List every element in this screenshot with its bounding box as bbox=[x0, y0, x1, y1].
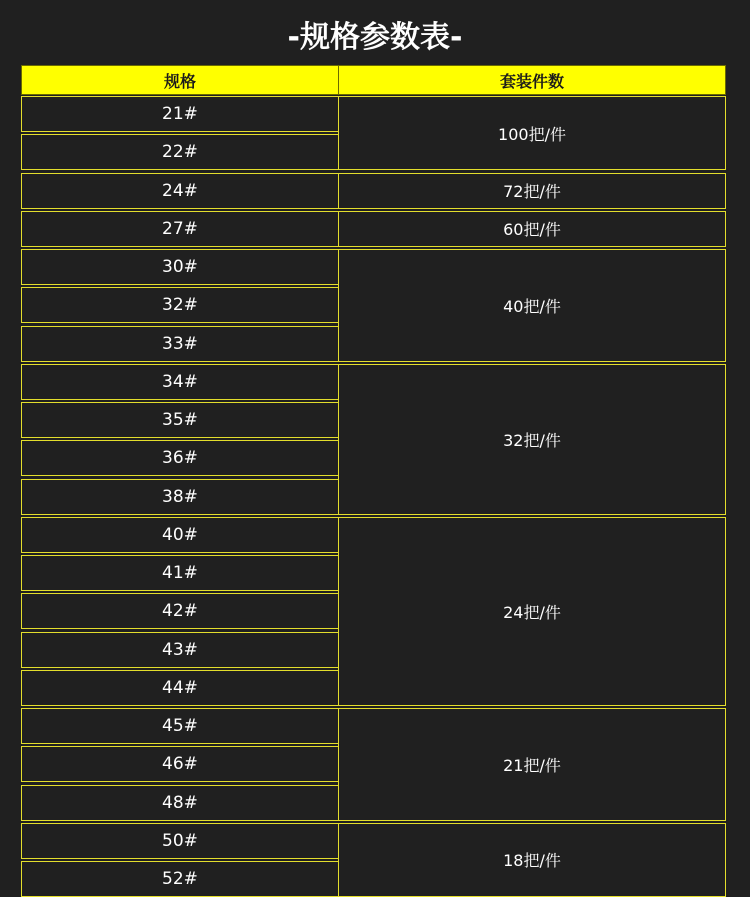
spec-cell: 35# bbox=[21, 402, 339, 438]
spec-cell: 27# bbox=[21, 211, 339, 247]
spec-cell: 38# bbox=[21, 479, 339, 515]
quantity-column-header: 套装件数 bbox=[338, 65, 726, 95]
spec-cell: 30# bbox=[21, 249, 339, 285]
quantity-cell: 40把/件 bbox=[338, 249, 726, 362]
quantity-cell: 21把/件 bbox=[338, 708, 726, 821]
quantity-cell: 18把/件 bbox=[338, 823, 726, 897]
spec-cell: 41# bbox=[21, 555, 339, 591]
spec-column-header: 规格 bbox=[21, 65, 339, 95]
spec-cell: 34# bbox=[21, 364, 339, 400]
spec-cell: 46# bbox=[21, 746, 339, 782]
quantity-cell: 72把/件 bbox=[338, 173, 726, 209]
spec-cell: 22# bbox=[21, 134, 339, 170]
spec-cell: 52# bbox=[21, 861, 339, 897]
spec-table bbox=[21, 65, 726, 897]
spec-cell: 24# bbox=[21, 173, 339, 209]
spec-cell: 42# bbox=[21, 593, 339, 629]
spec-cell: 43# bbox=[21, 632, 339, 668]
spec-cell: 45# bbox=[21, 708, 339, 744]
spec-cell: 44# bbox=[21, 670, 339, 706]
quantity-cell: 32把/件 bbox=[338, 364, 726, 515]
spec-cell: 36# bbox=[21, 440, 339, 476]
spec-cell: 21# bbox=[21, 96, 339, 132]
spec-cell: 33# bbox=[21, 326, 339, 362]
page-title: -规格参数表- bbox=[287, 20, 463, 55]
quantity-cell: 60把/件 bbox=[338, 211, 726, 247]
spec-cell: 50# bbox=[21, 823, 339, 859]
spec-cell: 32# bbox=[21, 287, 339, 323]
spec-cell: 40# bbox=[21, 517, 339, 553]
spec-cell: 48# bbox=[21, 785, 339, 821]
quantity-cell: 24把/件 bbox=[338, 517, 726, 706]
quantity-cell: 100把/件 bbox=[338, 96, 726, 170]
